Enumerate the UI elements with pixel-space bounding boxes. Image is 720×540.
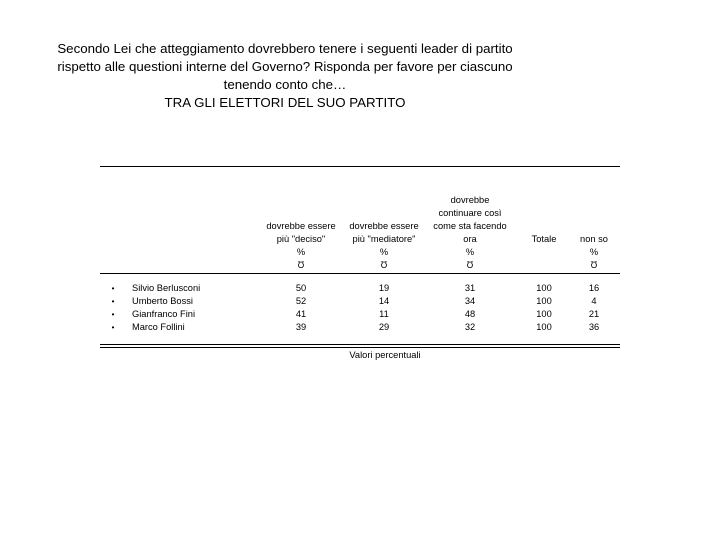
- value-deciso: 50: [295, 283, 307, 293]
- value-continuare: 32: [464, 322, 476, 332]
- table-bottom-rule-double: [100, 347, 620, 348]
- value-mediatore: 19: [378, 283, 390, 293]
- down-arrow-icon: Ʊ: [466, 260, 474, 270]
- survey-question-title: [35, 40, 535, 112]
- value-mediatore: 29: [378, 322, 390, 332]
- column-header-line: %: [465, 247, 475, 257]
- column-header-deciso: [255, 220, 347, 272]
- value-deciso: 39: [295, 322, 307, 332]
- value-non-so: 36: [588, 322, 600, 332]
- table-bottom-rule: [100, 344, 620, 345]
- table-top-rule: [100, 166, 620, 167]
- value-totale: 100: [536, 283, 552, 293]
- value-non-so: 16: [588, 283, 600, 293]
- bullet-icon: •: [111, 297, 115, 306]
- footnote: Valori percentuali: [349, 350, 421, 360]
- value-non-so: 21: [588, 309, 600, 319]
- value-deciso: 41: [295, 309, 307, 319]
- title-line-4: TRA GLI ELETTORI DEL SUO PARTITO: [164, 95, 406, 110]
- column-header-line: %: [296, 247, 306, 257]
- column-header-line: continuare così: [438, 208, 502, 218]
- column-header-totale: [522, 233, 566, 246]
- column-header-continuare: [426, 194, 514, 272]
- column-header-line: dovrebbe essere: [349, 221, 419, 231]
- column-header-line: Totale: [531, 234, 557, 244]
- value-deciso: 52: [295, 296, 307, 306]
- column-header-line: come sta facendo: [433, 221, 507, 231]
- column-header-line: %: [589, 247, 599, 257]
- leader-name: Umberto Bossi: [132, 296, 193, 306]
- column-header-line: più "mediatore": [352, 234, 416, 244]
- column-header-line: %: [379, 247, 389, 257]
- value-mediatore: 11: [379, 309, 389, 319]
- title-line-2: rispetto alle questioni interne del Governo? Risponda per favore per ciascuno: [57, 59, 513, 74]
- value-mediatore: 14: [378, 296, 390, 306]
- down-arrow-icon: Ʊ: [590, 260, 598, 270]
- down-arrow-icon: Ʊ: [380, 260, 388, 270]
- bullet-icon: •: [111, 323, 115, 332]
- value-continuare: 34: [464, 296, 476, 306]
- column-header-non-so: [572, 233, 616, 272]
- column-header-line: più "deciso": [276, 234, 326, 244]
- table-row: [100, 295, 620, 308]
- table-row: [100, 282, 620, 295]
- value-totale: 100: [536, 309, 552, 319]
- value-non-so: 4: [591, 296, 597, 306]
- value-continuare: 31: [464, 283, 476, 293]
- table-row: [100, 321, 620, 334]
- column-header-line: dovrebbe: [450, 195, 490, 205]
- table-header-rule: [100, 273, 620, 274]
- column-header-mediatore: [340, 220, 428, 272]
- title-line-1: Secondo Lei che atteggiamento dovrebbero tenere i seguenti leader di partito: [57, 41, 513, 56]
- value-continuare: 48: [464, 309, 476, 319]
- leader-name: Marco Follini: [132, 322, 185, 332]
- table-row: [100, 308, 620, 321]
- column-header-line: ora: [463, 234, 477, 244]
- leader-name: Gianfranco Fini: [132, 309, 196, 319]
- down-arrow-icon: Ʊ: [297, 260, 305, 270]
- leader-name: Silvio Berlusconi: [132, 283, 201, 293]
- column-header-line: dovrebbe essere: [266, 221, 336, 231]
- column-header-line: non so: [580, 234, 608, 244]
- value-totale: 100: [536, 322, 552, 332]
- bullet-icon: •: [111, 310, 115, 319]
- title-line-3: tenendo conto che…: [223, 77, 347, 92]
- bullet-icon: •: [111, 284, 115, 293]
- value-totale: 100: [536, 296, 552, 306]
